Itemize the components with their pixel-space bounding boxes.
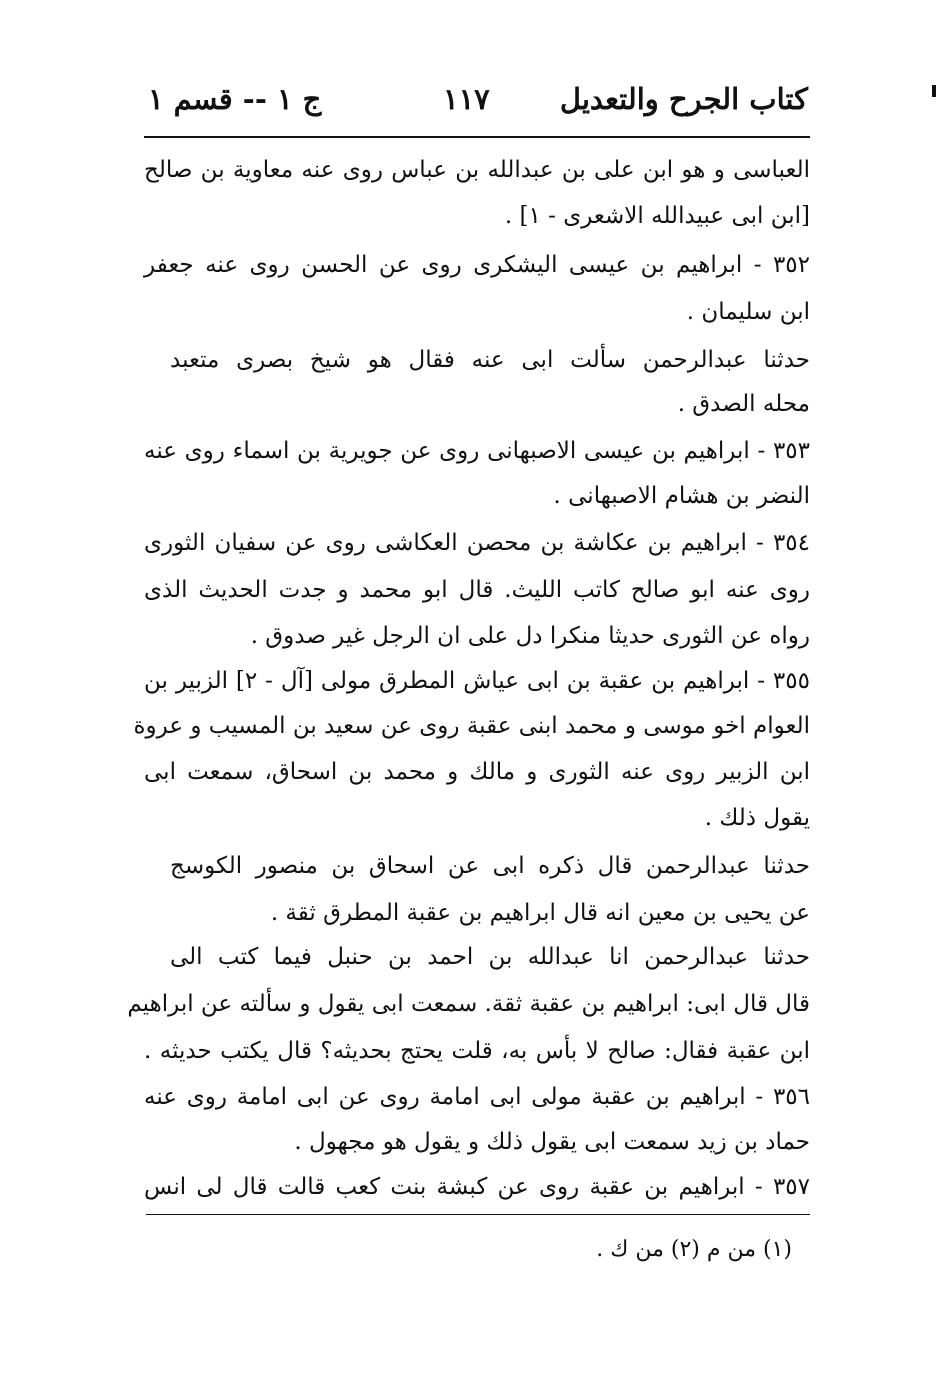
page-number: ١١٧ [443,82,490,116]
edge-mark [932,85,936,97]
text-line: حدثنا عبدالرحمن قال ذكره ابى عن اسحاق بن منصور الكوسج [170,853,810,879]
header-rule [144,136,810,138]
text-line: حدثنا عبدالرحمن سألت ابى عنه فقال هو شيخ بصرى متعبد [170,347,810,373]
text-line: العوام اخو موسى و محمد ابنى عقبة روى عن سعيد بن المسيب و عروة [133,713,810,739]
text-line: عن يحيى بن معين انه قال ابراهيم بن عقبة المطرق ثقة . [270,900,810,926]
text-line: رواه عن الثورى حديثا منكرا دل على ان الرجل غير صدوق . [250,623,810,649]
entry-line: ٣٥٣ - ابراهيم بن عيسى الاصبهانى روى عن جويرية بن اسماء روى عنه [144,438,810,464]
entry-line: ٣٥٤ - ابراهيم بن عكاشة بن محصن العكاشى روى عن سفيان الثورى [144,530,810,556]
running-header [148,82,808,126]
text-line: ابن عقبة فقال: صالح لا بأس به، قلت يحتج بحديثه؟ قال يكتب حديثه . [144,1038,810,1064]
text-line: حماد بن زيد سمعت ابى يقول ذلك و يقول هو مجهول . [294,1129,810,1155]
text-line: العباسى و هو ابن على بن عبدالله بن عباس روى عنه معاوية بن صالح [144,157,810,183]
text-line: محله الصدق . [677,391,810,417]
text-line: ابن سليمان . [686,299,810,325]
entry-line: ٣٥٦ - ابراهيم بن عقبة مولى ابى امامة روى عن ابى امامة روى عنه [144,1084,810,1110]
entry-line: ٣٥٢ - ابراهيم بن عيسى اليشكرى روى عن الحسن روى عنه جعفر [144,252,810,278]
book-title: كتاب الجرح والتعديل [559,82,808,116]
text-line: يقول ذلك . [704,805,810,831]
entry-line: ٣٥٧ - ابراهيم بن عقبة روى عن كبشة بنت كعب قالت قال لى انس [144,1174,810,1200]
text-line: حدثنا عبدالرحمن انا عبدالله بن احمد بن حنبل فيما كتب الى [170,944,810,970]
footnote: (١) من م (٢) من ك . [596,1237,792,1262]
volume-section: ج ١ -- قسم ١ [148,82,322,116]
entry-line: ٣٥٥ - ابراهيم بن عقبة بن ابى عياش المطرق مولى [آل - ٢] الزبير بن [144,668,810,694]
text-line: قال قال ابى: ابراهيم بن عقبة ثقة. سمعت ابى يقول و سألته عن ابراهيم [127,991,810,1017]
text-line: ابن الزبير روى عنه الثورى و مالك و محمد بن اسحاق، سمعت ابى [144,759,810,785]
text-line: النضر بن هشام الاصبهانى . [553,483,810,509]
text-line: روى عنه ابو صالح كاتب الليث. قال ابو محمد و جدت الحديث الذى [144,577,810,603]
text-line: [ابن ابى عبيدالله الاشعرى - ١] . [504,203,810,229]
footnote-rule [146,1214,810,1215]
